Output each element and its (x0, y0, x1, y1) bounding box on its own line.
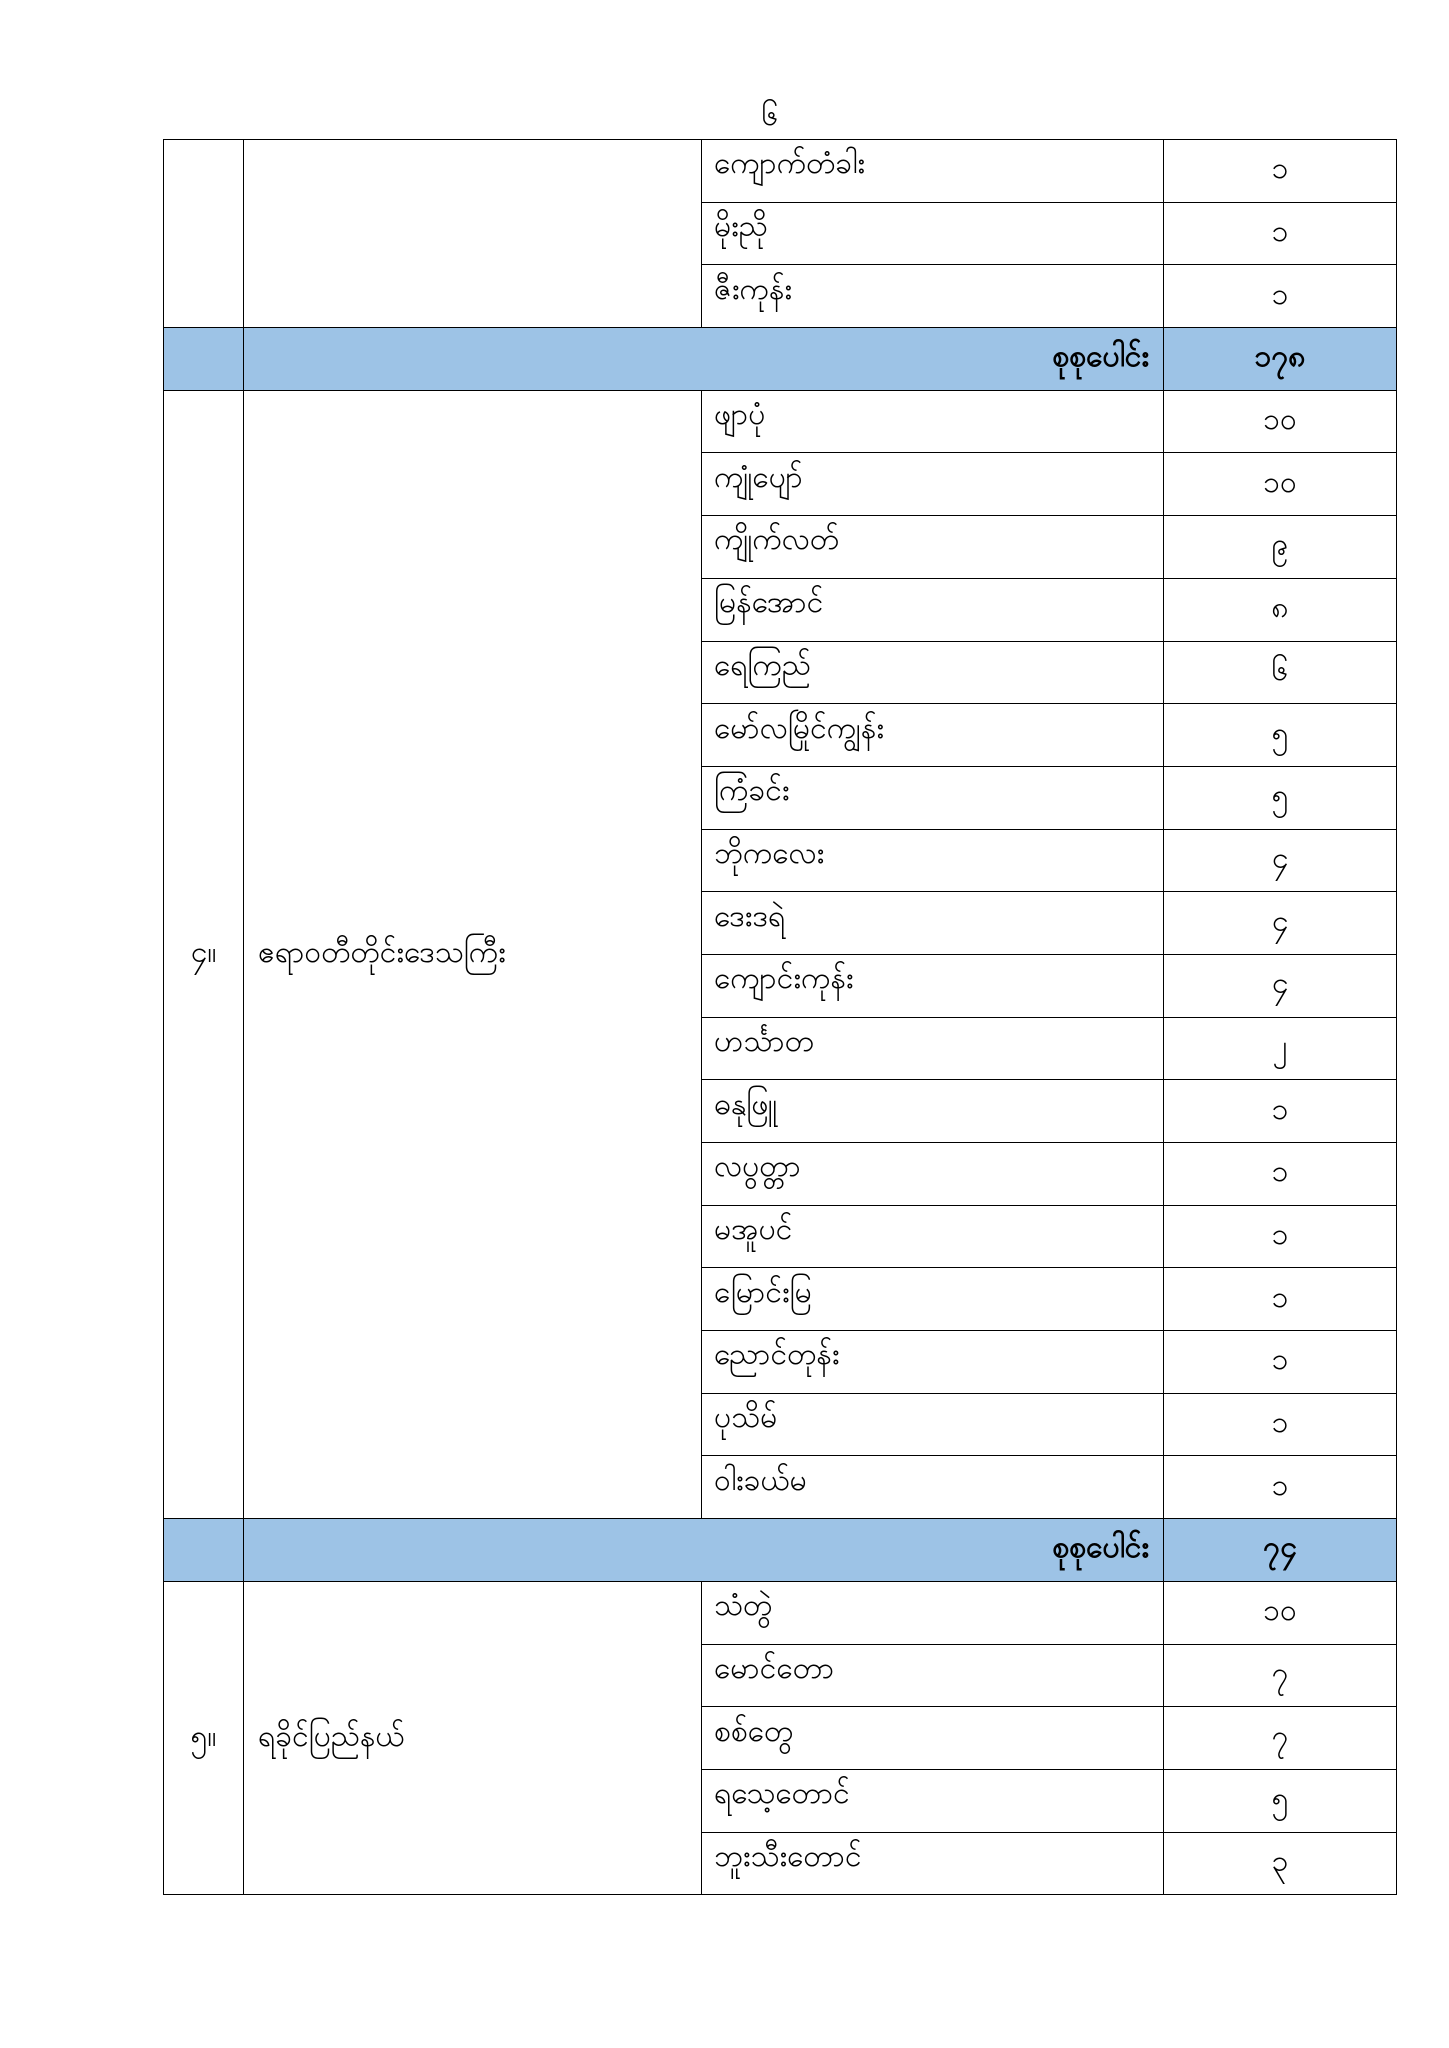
township-name: ဘိုကလေး (702, 829, 1164, 892)
township-name: ဇီးကုန်း (702, 265, 1164, 328)
table-body (164, 140, 1397, 1895)
township-name: ဘူးသီးတောင် (702, 1832, 1164, 1895)
section-number: ၅။ (164, 1581, 244, 1894)
township-name: ပုသိမ် (702, 1393, 1164, 1456)
township-name: မိုးညို (702, 202, 1164, 265)
township-name: ဟင်္သာတ (702, 1017, 1164, 1080)
region-name: ရခိုင်ပြည်နယ် (244, 1581, 702, 1894)
township-name: ဝါးခယ်မ (702, 1456, 1164, 1519)
township-name: မြန်အောင် (702, 578, 1164, 641)
township-count: ၁ (1164, 1205, 1397, 1268)
section-number (164, 140, 244, 328)
total-blank-cell (164, 1519, 244, 1582)
township-name: လပွတ္တာ (702, 1143, 1164, 1206)
township-count: ၅ (1164, 1769, 1397, 1832)
township-count: ၁၀ (1164, 453, 1397, 516)
township-count: ၄ (1164, 954, 1397, 1017)
township-count: ၆ (1164, 641, 1397, 704)
township-name: မအူပင် (702, 1205, 1164, 1268)
total-row (164, 1519, 1397, 1582)
township-count: ၅ (1164, 766, 1397, 829)
township-name: ကျုံပျော် (702, 453, 1164, 516)
township-count: ၇ (1164, 1707, 1397, 1770)
total-blank-cell (164, 328, 244, 391)
township-name: မော်လမြိုင်ကျွန်း (702, 704, 1164, 767)
total-row (164, 328, 1397, 391)
township-name: ဖျာပုံ (702, 390, 1164, 453)
township-count: ၂ (1164, 1017, 1397, 1080)
township-name: ကျောက်တံခါး (702, 140, 1164, 203)
township-count: ၁ (1164, 1331, 1397, 1394)
total-value: ၁၇၈ (1164, 328, 1397, 391)
township-count: ၁ (1164, 140, 1397, 203)
township-name: ကျိုက်လတ် (702, 516, 1164, 579)
township-name: ညောင်တုန်း (702, 1331, 1164, 1394)
township-count-table (163, 139, 1397, 1895)
total-label: စုစုပေါင်း (244, 1519, 1164, 1582)
table-row (164, 390, 1397, 453)
township-count: ၁၀ (1164, 1581, 1397, 1644)
township-count: ၁ (1164, 1393, 1397, 1456)
township-count: ၁ (1164, 202, 1397, 265)
township-count: ၉ (1164, 516, 1397, 579)
township-count: ၈ (1164, 578, 1397, 641)
township-name: မောင်တော (702, 1644, 1164, 1707)
region-name (244, 140, 702, 328)
section-number: ၄။ (164, 390, 244, 1518)
township-count: ၁ (1164, 1268, 1397, 1331)
total-value: ၇၄ (1164, 1519, 1397, 1582)
township-count: ၃ (1164, 1832, 1397, 1895)
region-name: ဧရာဝတီတိုင်းဒေသကြီး (244, 390, 702, 1518)
township-count: ၇ (1164, 1644, 1397, 1707)
township-name: ကြံခင်း (702, 766, 1164, 829)
township-name: ရသေ့တောင် (702, 1769, 1164, 1832)
township-name: သံတွဲ (702, 1581, 1164, 1644)
page-number: ၆ (761, 98, 779, 133)
township-count: ၁၀ (1164, 390, 1397, 453)
township-name: ဒေးဒရဲ (702, 892, 1164, 955)
township-count: ၄ (1164, 829, 1397, 892)
township-name: စစ်တွေ (702, 1707, 1164, 1770)
total-label: စုစုပေါင်း (244, 328, 1164, 391)
township-name: မြောင်းမြ (702, 1268, 1164, 1331)
township-name: ကျောင်းကုန်း (702, 954, 1164, 1017)
township-count: ၁ (1164, 1080, 1397, 1143)
township-count: ၁ (1164, 1143, 1397, 1206)
township-count: ၁ (1164, 1456, 1397, 1519)
township-count: ၄ (1164, 892, 1397, 955)
township-count: ၅ (1164, 704, 1397, 767)
township-count: ၁ (1164, 265, 1397, 328)
table-row (164, 140, 1397, 203)
table-row (164, 1581, 1397, 1644)
township-name: ရေကြည် (702, 641, 1164, 704)
township-name: ဓနုဖြူ (702, 1080, 1164, 1143)
